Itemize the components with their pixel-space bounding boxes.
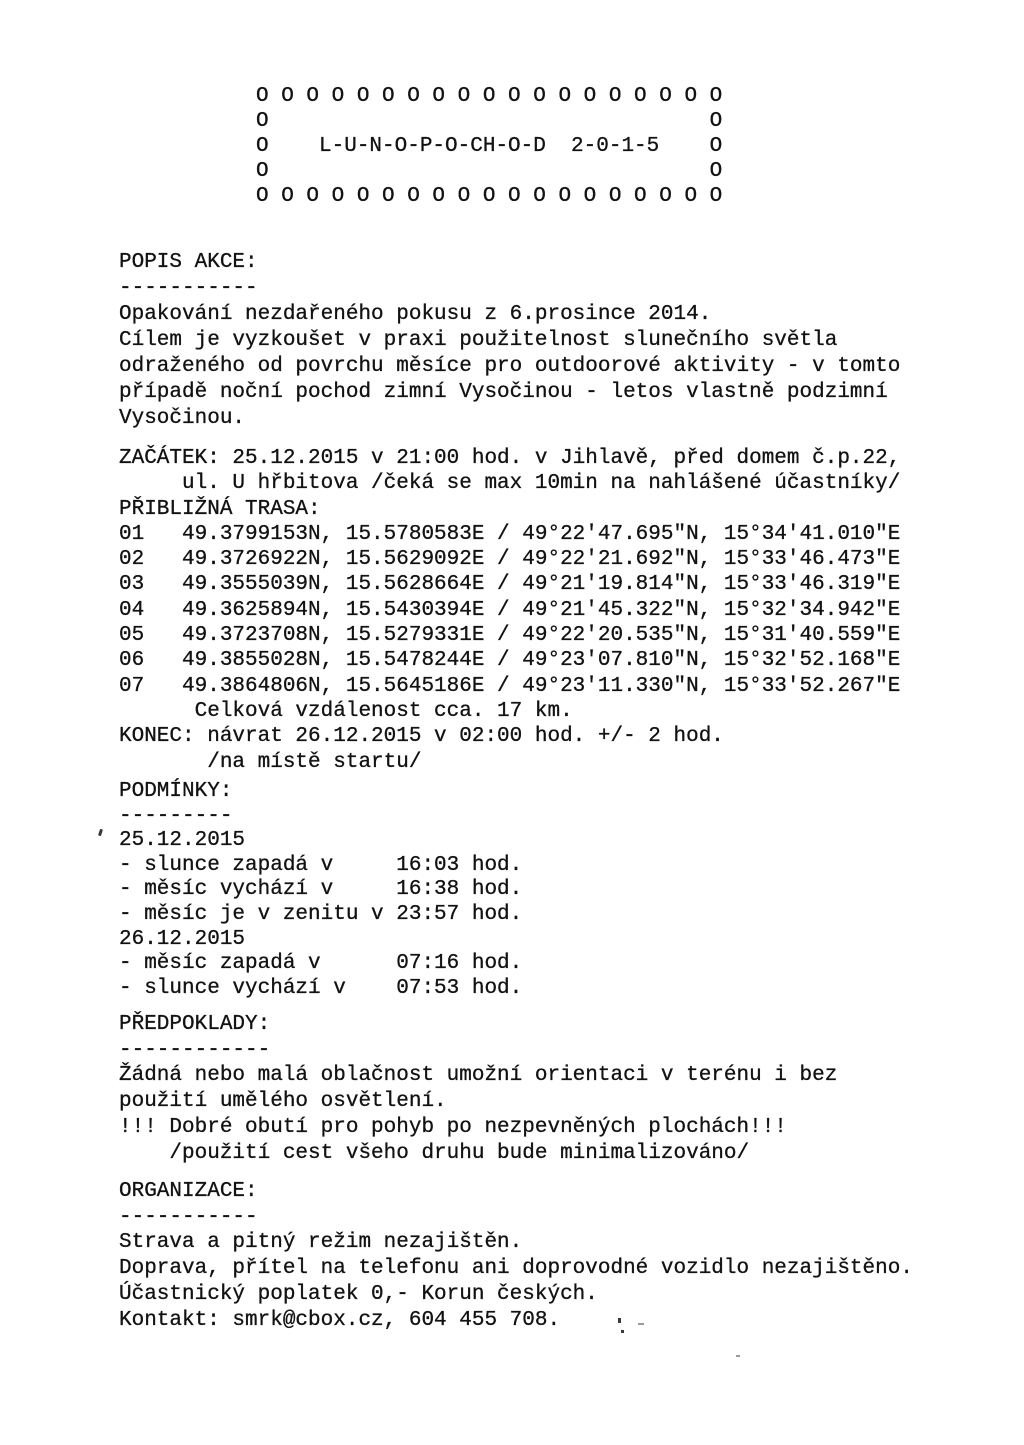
organizace-heading: ORGANIZACE: bbox=[119, 1180, 258, 1203]
konec-place-line: /na místě startu/ bbox=[119, 750, 422, 774]
zacatek-line: ZAČÁTEK: 25.12.2015 v 21:00 hod. v Jihlavě, před domem č.p.22, bbox=[119, 447, 901, 470]
footwear-warning-line: !!! Dobré obutí pro pohyb po nezpevněných plochách!!! bbox=[119, 1115, 787, 1139]
doc-line: Cílem je vyzkoušet v praxi použitelnost slunečního světla bbox=[119, 329, 838, 352]
sunset-line: - slunce zapadá v 16:03 hod. bbox=[119, 853, 523, 877]
fee-line: Účastnický poplatek 0,- Korun českých. bbox=[119, 1282, 598, 1306]
date-line: 25.12.2015 bbox=[119, 829, 246, 853]
route-point-07: 07 49.3864806N, 15.5645186E / 49°23'11.330"N, 15°33'52.267"E bbox=[119, 674, 901, 698]
popis-akce-underline: ----------- bbox=[119, 277, 258, 300]
section-popis-akce bbox=[119, 250, 900, 432]
section-zacatek-trasa bbox=[119, 446, 900, 775]
header-ascii-box bbox=[256, 84, 722, 209]
route-point-03: 03 49.3555039N, 15.5628664E / 49°21'19.814"N, 15°33'46.319"E bbox=[119, 573, 901, 597]
trasa-heading: PŘIBLIŽNÁ TRASA: bbox=[119, 497, 321, 521]
contact-line: Kontakt: smrk@cbox.cz, 604 455 708. bbox=[119, 1308, 561, 1332]
predpoklady-heading: PŘEDPOKLADY: bbox=[119, 1013, 271, 1036]
route-point-04: 04 49.3625894N, 15.5430394E / 49°21'45.322"N, 15°32'34.942"E bbox=[119, 598, 901, 622]
doc-line: odraženého od povrchu měsíce pro outdoorové aktivity - v tomto bbox=[119, 355, 901, 378]
doc-line: Strava a pitný režim nezajištěn. bbox=[119, 1231, 523, 1255]
doc-line: /použití cest všeho druhu bude minimalizováno/ bbox=[119, 1141, 750, 1165]
section-organizace bbox=[119, 1179, 913, 1333]
scan-artifact bbox=[618, 1318, 621, 1323]
podminky-heading: PODMÍNKY: bbox=[119, 780, 233, 803]
zacatek-address-line: ul. U hřbitova /čeká se max 10min na nahlášené účastníky/ bbox=[119, 472, 901, 496]
header-box-side-border: O O bbox=[256, 160, 723, 183]
header-box-side-border: O O bbox=[256, 110, 723, 133]
moon-zenith-line: - měsíc je v zenitu v 23:57 hod. bbox=[119, 902, 523, 926]
total-distance-line: Celková vzdálenost cca. 17 km. bbox=[119, 699, 573, 723]
podminky-underline: --------- bbox=[119, 804, 233, 828]
header-box-top-border: O O O O O O O O O O O O O O O O O O O bbox=[256, 85, 723, 108]
konec-line: KONEC: návrat 26.12.2015 v 02:00 hod. +/- 2 hod. bbox=[119, 725, 724, 749]
route-point-05: 05 49.3723708N, 15.5279331E / 49°22'20.535"N, 15°31'40.559"E bbox=[119, 624, 901, 648]
organizace-underline: ----------- bbox=[119, 1205, 258, 1229]
doc-line: Žádná nebo malá oblačnost umožní orientaci v terénu i bez bbox=[119, 1064, 838, 1088]
route-point-02: 02 49.3726922N, 15.5629092E / 49°22'21.692"N, 15°33'46.473"E bbox=[119, 548, 901, 572]
route-point-01: 01 49.3799153N, 15.5780583E / 49°22'47.695"N, 15°34'41.010"E bbox=[119, 522, 901, 546]
scan-artifact bbox=[98, 829, 103, 837]
doc-line: Doprava, přítel na telefonu ani doprovodné vozidlo nezajištěno. bbox=[119, 1257, 913, 1281]
popis-akce-heading: POPIS AKCE: bbox=[119, 251, 258, 274]
doc-line: použití umělého osvětlení. bbox=[119, 1090, 447, 1114]
scan-artifact bbox=[736, 1355, 740, 1357]
header-box-bottom-border: O O O O O O O O O O O O O O O O O O O bbox=[256, 185, 723, 208]
doc-line: Vysočinou. bbox=[119, 407, 246, 430]
scan-artifact bbox=[621, 1330, 624, 1333]
section-podminky bbox=[119, 780, 522, 1001]
section-predpoklady bbox=[119, 1012, 837, 1166]
moonset-line: - měsíc zapadá v 07:16 hod. bbox=[119, 952, 523, 976]
scan-artifact bbox=[638, 1323, 644, 1325]
header-title-line: O L-U-N-O-P-O-CH-O-D 2-0-1-5 O bbox=[256, 135, 723, 158]
doc-line: Opakování nezdařeného pokusu z 6.prosince 2014. bbox=[119, 303, 712, 326]
route-point-06: 06 49.3855028N, 15.5478244E / 49°23'07.810"N, 15°32'52.168"E bbox=[119, 649, 901, 673]
predpoklady-underline: ------------ bbox=[119, 1038, 271, 1062]
moonrise-line: - měsíc vychází v 16:38 hod. bbox=[119, 878, 523, 902]
doc-line: případě noční pochod zimní Vysočinou - letos vlastně podzimní bbox=[119, 381, 888, 404]
sunrise-line: - slunce vychází v 07:53 hod. bbox=[119, 976, 523, 1000]
date-line: 26.12.2015 bbox=[119, 927, 246, 951]
